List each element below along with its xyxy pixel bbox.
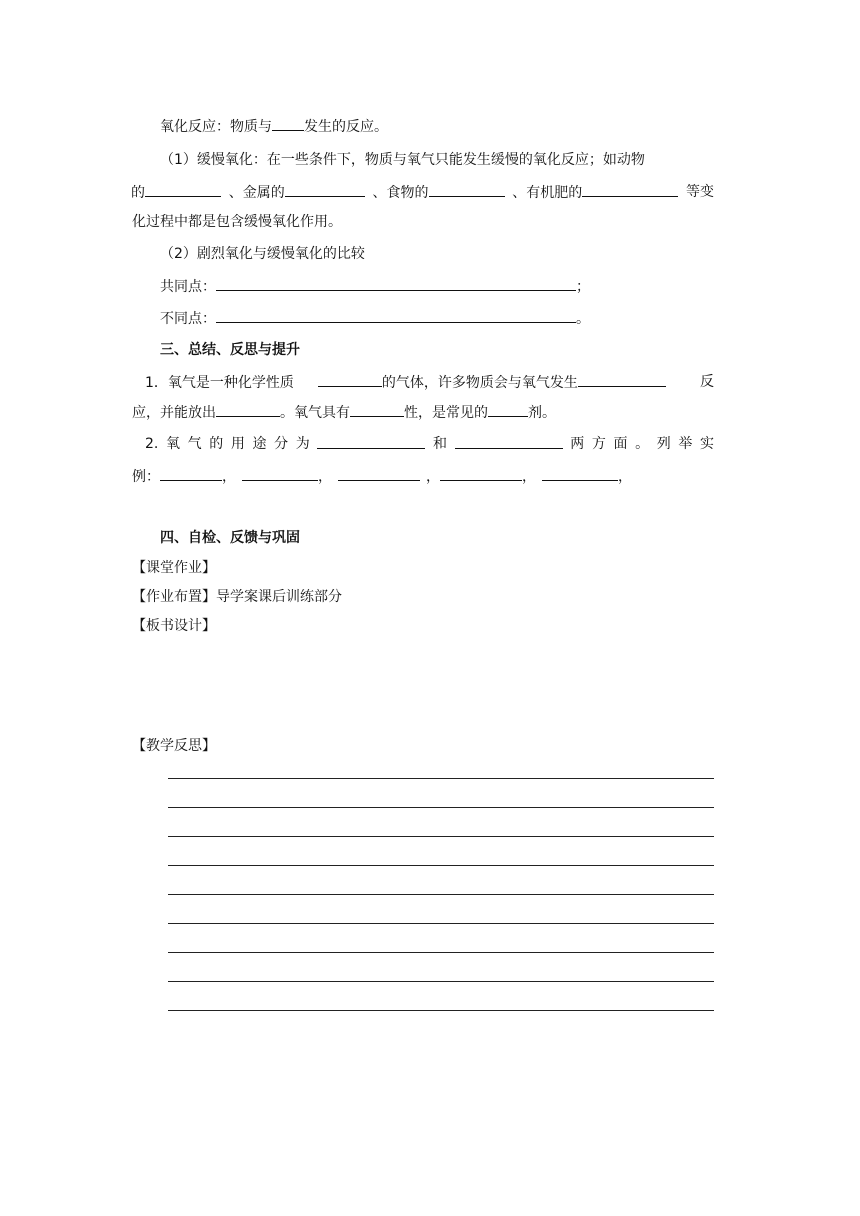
blank-example-1[interactable] — [160, 466, 222, 481]
blank-oxidation-reactant[interactable] — [272, 116, 304, 131]
q2-word: 的 — [209, 436, 224, 452]
reflection-writing-line[interactable] — [168, 836, 714, 837]
reflection-writing-line[interactable] — [168, 807, 714, 808]
q2-word: 面 — [613, 436, 628, 452]
q2-word: 用 — [230, 436, 245, 452]
q2-word: 气 — [187, 436, 202, 452]
blank-property[interactable] — [350, 402, 404, 417]
q2-word: 。 — [635, 436, 650, 452]
q2-word: 两 — [570, 436, 585, 452]
blank-use-2[interactable] — [455, 434, 563, 449]
reflection-writing-line[interactable] — [168, 865, 714, 866]
blank-metal[interactable] — [285, 182, 365, 197]
q2-word: 列 — [656, 436, 671, 452]
q2-word: 途 — [252, 436, 267, 452]
blank-example-3[interactable] — [338, 466, 420, 481]
board-design-label: 【板书设计】 — [132, 618, 216, 634]
reflection-writing-line[interactable] — [168, 894, 714, 895]
section4-heading: 四、自检、反馈与巩固 — [160, 530, 300, 546]
blank-agent[interactable] — [488, 402, 528, 417]
reflection-writing-line[interactable] — [168, 1010, 714, 1011]
q2-word: 氧 — [165, 436, 180, 452]
q1-line-2: 应，并能放出 。氧气具有 性，是常见的 剂。 — [132, 402, 556, 423]
compare-title: （2）剧烈氧化与缓慢氧化的比较 — [160, 246, 365, 262]
section3-heading: 三、总结、反思与提升 — [160, 342, 300, 358]
q2-line-2: 例： ， ， ， ， ， — [132, 466, 632, 487]
blank-fertilizer[interactable] — [582, 182, 678, 197]
classwork-label: 【课堂作业】 — [132, 560, 216, 576]
compare-diff: 不同点： 。 — [160, 308, 590, 329]
compare-same: 共同点： ； — [160, 276, 590, 297]
blank-diff-points[interactable] — [216, 308, 576, 323]
oxidation-definition: 氧化反应：物质与 发生的反应。 — [160, 116, 388, 137]
homework-line: 【作业布置】导学案课后训练部分 — [132, 589, 342, 605]
reflection-writing-line[interactable] — [168, 778, 714, 779]
q2-word: 方 — [591, 436, 606, 452]
q2-word: 为 — [295, 436, 310, 452]
slow-oxidation-line-3: 化过程中都是包含缓慢氧化作用。 — [132, 214, 342, 230]
blank-use-1[interactable] — [317, 434, 425, 449]
blank-released[interactable] — [216, 402, 280, 417]
q2-word: 实 — [699, 436, 714, 452]
blank-food[interactable] — [429, 182, 505, 197]
q2-word: 举 — [678, 436, 693, 452]
teaching-reflection-label: 【教学反思】 — [132, 738, 216, 754]
reflection-writing-line[interactable] — [168, 952, 714, 953]
reflection-writing-line[interactable] — [168, 981, 714, 982]
slow-oxidation-line-2: 的 、金属的 、食物的 、有机肥的 等变 — [131, 184, 714, 201]
q1-line-1: 1．氧气是一种化学性质 的气体，许多物质会与氧气发生 反 — [145, 374, 714, 391]
slow-oxidation-line-1: （1）缓慢氧化：在一些条件下，物质与氧气只能发生缓慢的氧化反应；如动物 — [160, 152, 645, 168]
blank-reaction-type[interactable] — [578, 372, 666, 387]
q2-word: 分 — [274, 436, 289, 452]
blank-example-4[interactable] — [440, 466, 522, 481]
q2-line-1: 2. 氧 气 的 用 途 分 为 和 两 方 面 。 列 举 实 — [145, 436, 714, 452]
blank-example-2[interactable] — [242, 466, 318, 481]
blank-same-points[interactable] — [216, 276, 576, 291]
blank-example-5[interactable] — [542, 466, 618, 481]
blank-chemical-property[interactable] — [318, 372, 382, 387]
reflection-writing-line[interactable] — [168, 923, 714, 924]
blank-animal[interactable] — [145, 182, 221, 197]
